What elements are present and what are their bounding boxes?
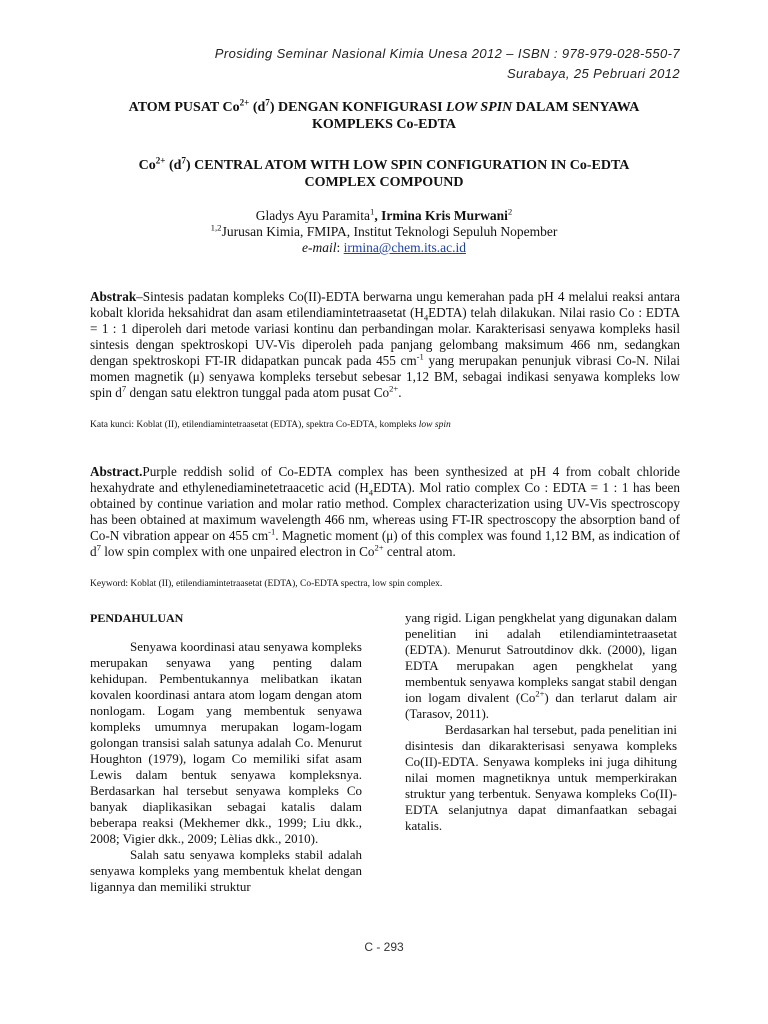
author-name: Gladys Ayu Paramita bbox=[255, 208, 370, 223]
right-column bbox=[405, 610, 677, 834]
abstract-paragraph: Abstract.Purple reddish solid of Co-EDTA complex has been synthesized at pH 4 from cobalt chloride hexahydrate and ethylenediaminetetraacetic acid $(H_4EDTA)$. Mol ratio complex Co : EDTA = 1 : 1 has been obtained by continue variation and molar ratio method. Complex characterization using UV-Vis spectroscopy has been obtained at maximum wavelength 466 nm, whereas using FT-IR spectroscopy the absorption band of Co-N vibration appear on 455 $cm^{-1}$. Magnetic moment (μ) of this complex was found 1,12 BM, as indication of $d^7$ low spin complex with one unpaired electron in $Co^{2+}$ central atom. bbox=[90, 464, 680, 559]
intro-paragraph-3: yang rigid. Ligan pengkhelat yang digunakan dalam penelitian ini adalah etilendiamintetraasetat (EDTA). Menurut Satroutdinov dkk. (2000), ligan EDTA merupakan agen pengkhelat yang membentuk senyawa kompleks sangat stabil dengan ion logam divalent $(Co^{2+})$ dan terlarut dalam air (Tarasov, 2011). bbox=[405, 610, 678, 721]
abstrak-label: Abstrak bbox=[90, 289, 137, 304]
kata-kunci: Kata kunci: Koblat (II), etilendiamintetraasetat (EDTA), spektra Co-EDTA, kompleks low spin bbox=[90, 420, 451, 430]
author-list: Gladys Ayu Paramita$^1$, Irmina Kris Murwani$^2$ bbox=[255, 206, 513, 223]
page-number: C - 293 bbox=[364, 940, 404, 954]
section-heading-pendahuluan: PENDAHULUAN bbox=[90, 611, 184, 625]
intro-paragraph-4: Berdasarkan hal tersebut, pada penelitian ini disintesis dan dikarakterisasi senyawa kompleks Co(II)-EDTA. Senyawa kompleks ini juga dihitung nilai momen magnetiknya untuk memperkirakan struktur yang terbentuk. Senyawa kompleks Co(II)-EDTA selanjutnya dapat dimanfaatkan sebagai katalis. bbox=[405, 722, 677, 833]
running-header-proceedings: Prosiding Seminar Nasional Kimia Unesa 2012 – ISBN : 978-979-028-550-7 bbox=[214, 46, 680, 61]
abstrak-paragraph: Abstrak–Sintesis padatan kompleks Co(II)-EDTA berwarna ungu kemerahan pada pH 4 melalui reaksi antara kobalt klorida heksahidrat dan asam etilendiamintetraasetat $(H_4EDTA)$ telah dilakukan. Nilai rasio Co : EDTA = 1 : 1 diperoleh dari metode variasi kontinu dan perbandingan molar. Karakterisasi senyawa kompleks hasil sintesis dengan spektroskopi UV-Vis diperoleh pada panjang gelombang maksimum 466 nm, sedangkan dengan spektroskopi FT-IR didapatkan puncak pada 455 $cm^{-1}$ yang merupakan penunjuk vibrasi Co-N. Nilai momen magnetik (μ) senyawa kompleks tersebut sebesar 1,12 BM, sebagai indikasi senyawa kompleks low spin $d^7$ dengan satu elektron tunggal pada atom pusat $Co^{2+}$. bbox=[90, 289, 680, 400]
intro-paragraph-2: Salah satu senyawa kompleks stabil adalah senyawa kompleks yang membentuk khelat dengan ligannya dan memiliki struktur bbox=[90, 847, 362, 894]
intro-paragraph-1: Senyawa koordinasi atau senyawa kompleks merupakan senyawa yang penting dalam kehidupan. Pembentukannya melibatkan ikatan kovalen koordinasi antara atom logam dengan atom nonlogam. Logam yang membentuk senyawa kompleks umumnya merupakan logam-logam golongan transisi salah satunya adalah Co. Menurut Houghton (1979), logam Co memiliki sifat asam Lewis dalam bentuk senyawa kompleksnya. Berdasarkan hal tersebut senyawa kompleks Co banyak diaplikasikan sebagai katalis dalam beberapa reaksi (Mekhemer dkk., 1999; Liu dkk., 2008; Vigier dkk., 2009; Lèlias dkk., 2010). bbox=[90, 639, 362, 846]
email-line: e-mail: irmina@chem.its.ac.id bbox=[302, 240, 466, 255]
abstract-label: Abstract. bbox=[90, 464, 143, 479]
paper-title-english: $Co^{2+}$ $(d^7)$ CENTRAL ATOM WITH LOW SPIN CONFIGURATION IN Co-EDTA COMPLEX COMPOUND bbox=[138, 155, 630, 190]
affiliation: $^{1,2}$Jurusan Kimia, FMIPA, Institut Teknologi Sepuluh Nopember bbox=[210, 222, 558, 239]
paper-title-indonesian: ATOM PUSAT $Co^{2+}$ $(d^7)$ DENGAN KONFIGURASI LOW SPIN DALAM SENYAWA KOMPLEKS Co-EDTA bbox=[128, 97, 640, 132]
left-column bbox=[90, 610, 362, 895]
running-header-date: Surabaya, 25 Pebruari 2012 bbox=[506, 66, 680, 81]
email-link[interactable]: irmina@chem.its.ac.id bbox=[343, 240, 466, 255]
keyword-line: Keyword: Koblat (II), etilendiamintetraasetat (EDTA), Co-EDTA spectra, low spin complex. bbox=[90, 579, 443, 589]
author-name: Irmina Kris Murwani bbox=[381, 208, 508, 223]
